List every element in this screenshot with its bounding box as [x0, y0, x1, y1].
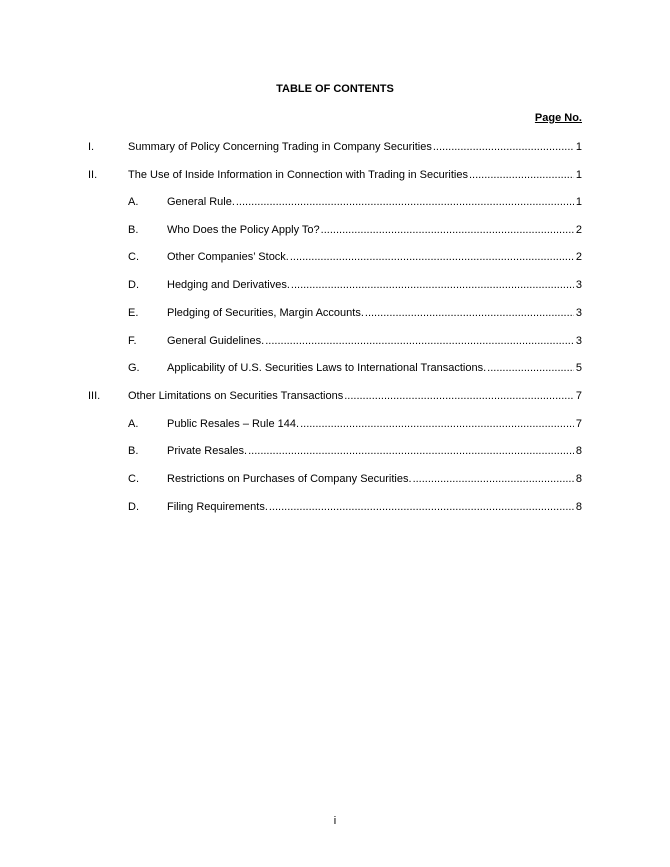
toc-subentry[interactable]: [0, 472, 670, 486]
toc-subentry[interactable]: [0, 195, 670, 209]
toc-entry-page: 1: [575, 169, 582, 181]
toc-entry[interactable]: [0, 168, 670, 182]
toc-entry-page: 3: [575, 335, 582, 347]
toc-title: TABLE OF CONTENTS: [276, 83, 394, 95]
toc-entry-text: Private Resales.: [167, 445, 248, 457]
toc-entry-link[interactable]: [167, 334, 582, 348]
toc-entry-page: 3: [575, 279, 582, 291]
toc-entry-number: D.: [128, 501, 139, 513]
toc-entry-number: G.: [128, 362, 140, 374]
toc-entry-link[interactable]: [167, 417, 582, 431]
toc-entry-text: Filing Requirements.: [167, 501, 268, 513]
toc-entry-number: C.: [128, 251, 139, 263]
toc-entry-link[interactable]: [167, 306, 582, 320]
toc-entry-text: The Use of Inside Information in Connection with Trading in Securities: [128, 169, 468, 181]
toc-entry-link[interactable]: [167, 444, 582, 458]
toc-entry-number: C.: [128, 473, 139, 485]
toc-entry-link[interactable]: [128, 168, 582, 182]
toc-subentry[interactable]: [0, 500, 670, 514]
toc-entry-text: Who Does the Policy Apply To?: [167, 224, 320, 236]
toc-subentry[interactable]: [0, 334, 670, 348]
toc-entry-number: E.: [128, 307, 139, 319]
dot-leader: [365, 306, 574, 320]
toc-entry-link[interactable]: [167, 361, 582, 375]
toc-entry-page: 8: [575, 445, 582, 457]
toc-subentry[interactable]: [0, 250, 670, 264]
dot-leader: [269, 500, 574, 514]
toc-subentry[interactable]: [0, 361, 670, 375]
dot-leader: [290, 250, 574, 264]
toc-entry[interactable]: [0, 140, 670, 154]
toc-entry-number: A.: [128, 196, 139, 208]
toc-entry-text: Pledging of Securities, Margin Accounts.: [167, 307, 364, 319]
toc-entry-page: 3: [575, 307, 582, 319]
toc-entry-number: A.: [128, 418, 139, 430]
page-footer-number: i: [333, 815, 337, 827]
toc-entry-page: 1: [575, 141, 582, 153]
dot-leader: [321, 223, 574, 237]
toc-entry-link[interactable]: [167, 250, 582, 264]
toc-entry-text: Applicability of U.S. Securities Laws to International Transactions.: [167, 362, 487, 374]
toc-entry-text: Public Resales – Rule 144.: [167, 418, 300, 430]
toc-entry-text: General Rule.: [167, 196, 235, 208]
toc-entry-page: 5: [575, 362, 582, 374]
toc-entry-page: 1: [575, 196, 582, 208]
toc-entry-text: Other Companies’ Stock.: [167, 251, 289, 263]
toc-entry-text: General Guidelines.: [167, 335, 265, 347]
toc-entry-page: 8: [575, 501, 582, 513]
toc-entry[interactable]: [0, 389, 670, 403]
dot-leader: [236, 195, 574, 209]
toc-entry-page: 8: [575, 473, 582, 485]
toc-entry-number: II.: [88, 169, 98, 181]
toc-entry-number: B.: [128, 445, 139, 457]
dot-leader: [487, 361, 574, 375]
dot-leader: [469, 168, 574, 182]
dot-leader: [265, 334, 574, 348]
toc-subentry[interactable]: [0, 223, 670, 237]
toc-subentry[interactable]: [0, 278, 670, 292]
toc-entry-link[interactable]: [128, 140, 582, 154]
toc-subentry[interactable]: [0, 417, 670, 431]
toc-entry-page: 7: [575, 418, 582, 430]
dot-leader: [300, 417, 574, 431]
dot-leader: [291, 278, 574, 292]
toc-entry-page: 2: [575, 251, 582, 263]
toc-entry-link[interactable]: [167, 195, 582, 209]
dot-leader: [433, 140, 574, 154]
toc-entry-text: Other Limitations on Securities Transactions: [128, 390, 344, 402]
toc-entry-link[interactable]: [128, 389, 582, 403]
toc-entry-number: I.: [88, 141, 95, 153]
toc-entry-number: III.: [88, 390, 101, 402]
toc-subentry[interactable]: [0, 444, 670, 458]
page-number-header: Page No.: [534, 112, 582, 124]
dot-leader: [344, 389, 574, 403]
toc-entry-text: Summary of Policy Concerning Trading in Company Securities: [128, 141, 432, 153]
toc-entry-number: B.: [128, 224, 139, 236]
toc-entry-link[interactable]: [167, 472, 582, 486]
toc-subentry[interactable]: [0, 306, 670, 320]
toc-entry-page: 7: [575, 390, 582, 402]
toc-entry-link[interactable]: [167, 223, 582, 237]
dot-leader: [248, 444, 574, 458]
toc-entry-text: Restrictions on Purchases of Company Securities.: [167, 473, 412, 485]
toc-entry-link[interactable]: [167, 500, 582, 514]
dot-leader: [413, 472, 574, 486]
toc-entry-number: D.: [128, 279, 139, 291]
toc-entry-number: F.: [128, 335, 137, 347]
toc-entry-link[interactable]: [167, 278, 582, 292]
toc-entry-page: 2: [575, 224, 582, 236]
toc-entry-text: Hedging and Derivatives.: [167, 279, 290, 291]
